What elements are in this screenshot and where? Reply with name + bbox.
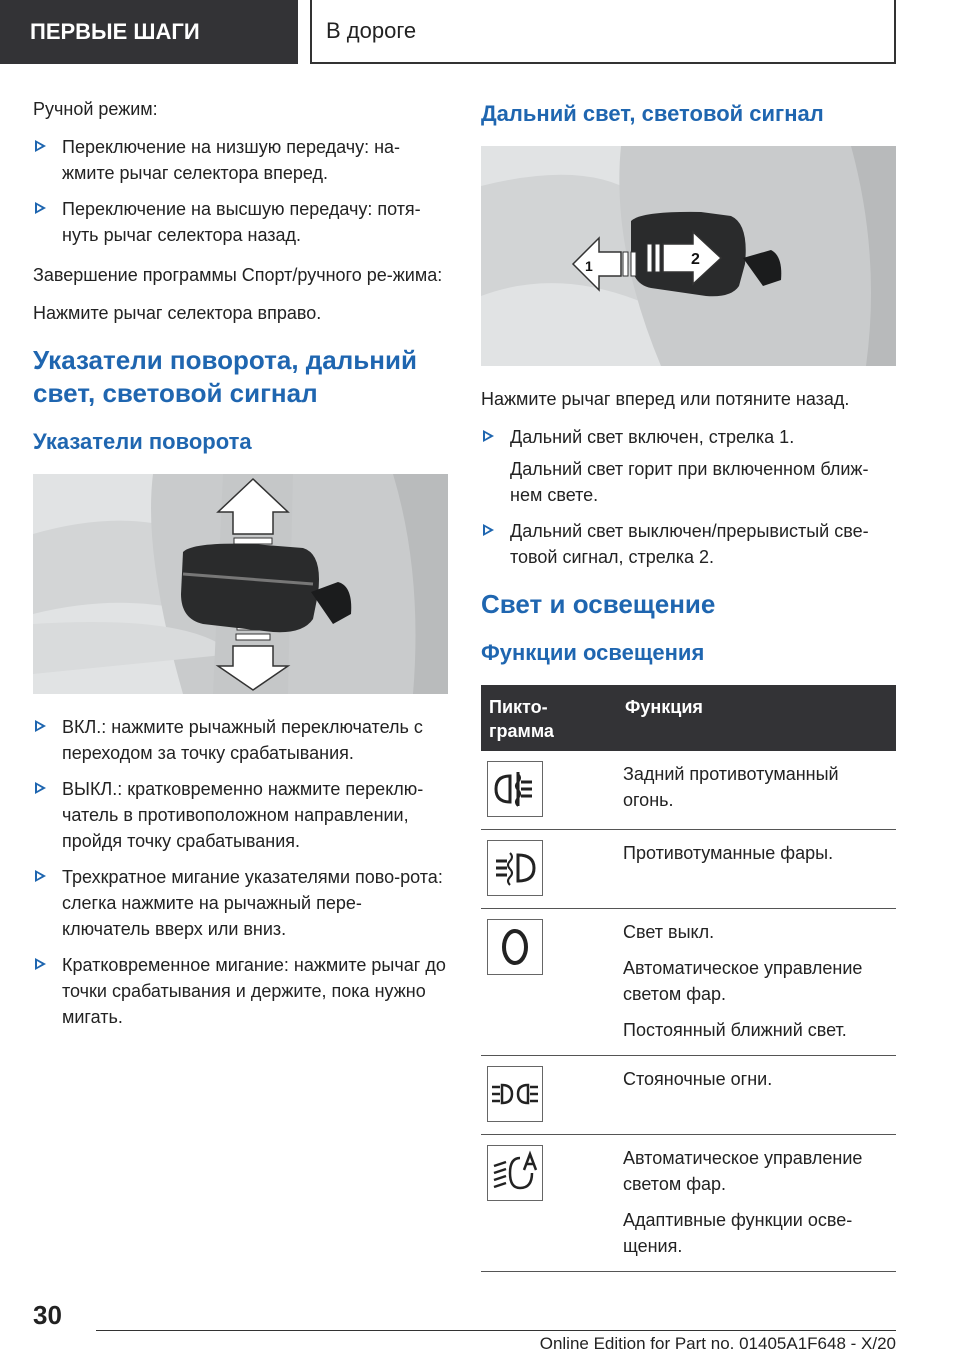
section-label: ПЕРВЫЕ ШАГИ — [30, 19, 200, 44]
bullet-triangle-icon — [483, 430, 494, 442]
edition-footer: Online Edition for Part no. 01405A1F648 - X/20 — [539, 1334, 896, 1353]
bullet-triangle-icon — [483, 524, 494, 536]
heading-lighting: Свет и освещение — [481, 589, 716, 619]
bullet-triangle-icon — [35, 782, 46, 794]
list-item: ВКЛ.: нажмите рычажный переключатель с переходом за точку срабатывания. — [33, 714, 448, 766]
bullet-triangle-icon — [35, 870, 46, 882]
list-item: Переключение на низшую передачу: на-жмите рычаг селектора вперед. — [33, 134, 448, 186]
right-column — [481, 96, 896, 1272]
list-item: ВЫКЛ.: кратковременно нажмите переклю-чатель в противоположном направлении, пройдя точку срабатывания. — [33, 776, 448, 854]
chapter-tab[interactable] — [310, 0, 896, 64]
left-column — [33, 96, 448, 1044]
beam-list — [481, 424, 896, 570]
section-tab[interactable] — [0, 0, 298, 64]
front-fog-icon — [487, 840, 543, 896]
auto-headlight-icon — [487, 1145, 543, 1201]
high-beam-stalk-figure — [481, 146, 896, 366]
table-row: Свет выкл. Автоматическое управление светом фар. Постоянный ближний свет. — [481, 909, 896, 1056]
bullet-triangle-icon — [35, 140, 46, 152]
list-item: Дальний свет включен, стрелка 1. Дальний свет горит при включенном ближ-нем свете. — [481, 424, 896, 508]
light-off-icon — [487, 919, 543, 975]
list-item: Кратковременное мигание: нажмите рычаг до точки срабатывания и держите, пока нужно мигать. — [33, 952, 448, 1030]
parking-lights-icon — [487, 1066, 543, 1122]
heading-turn-signals: Указатели поворота, дальний свет, световой сигнал — [33, 345, 417, 408]
table-header-row — [481, 685, 896, 751]
table-row: Задний противотуманный огонь. — [481, 751, 896, 830]
footer-divider — [96, 1330, 896, 1331]
beam-intro: Нажмите рычаг вперед или потяните назад. — [481, 389, 850, 409]
list-item: Дальний свет выключен/прерывистый све-товой сигнал, стрелка 2. — [481, 518, 896, 570]
subheading-lighting-functions: Функции освещения — [481, 640, 705, 665]
table-row: Стояночные огни. — [481, 1056, 896, 1135]
subheading-turn-signals: Указатели поворота — [33, 429, 252, 454]
bullet-triangle-icon — [35, 720, 46, 732]
exit-text: Завершение программы Спорт/ручного ре-жима: — [33, 265, 443, 285]
col-function-header: Функция — [617, 685, 896, 751]
chapter-label: В дороге — [326, 18, 417, 43]
manual-intro: Ручной режим: — [33, 99, 158, 119]
lighting-functions-table — [481, 685, 896, 1272]
press-text: Нажмите рычаг селектора вправо. — [33, 303, 322, 323]
manual-list — [33, 134, 448, 248]
col-pictogram-header: Пикто-грамма — [481, 685, 617, 751]
table-row: Автоматическое управление светом фар. Адаптивные функции осве-щения. — [481, 1135, 896, 1272]
arrow-2-label: 2 — [691, 251, 700, 268]
page-number: 30 — [33, 1300, 62, 1330]
subheading-high-beam: Дальний свет, световой сигнал — [481, 101, 824, 126]
bullet-triangle-icon — [35, 958, 46, 970]
bullet-triangle-icon — [35, 202, 46, 214]
table-row: Противотуманные фары. — [481, 830, 896, 909]
rear-fog-icon — [487, 761, 543, 817]
list-item: Переключение на высшую передачу: потя-нуть рычаг селектора назад. — [33, 196, 448, 248]
arrow-1-label: 1 — [585, 258, 593, 274]
turn-signal-stalk-figure — [33, 474, 448, 694]
turn-signal-list — [33, 714, 448, 1030]
list-item: Трехкратное мигание указателями пово-рота: слегка нажмите на рычажный пере-ключатель вверх или вниз. — [33, 864, 448, 942]
